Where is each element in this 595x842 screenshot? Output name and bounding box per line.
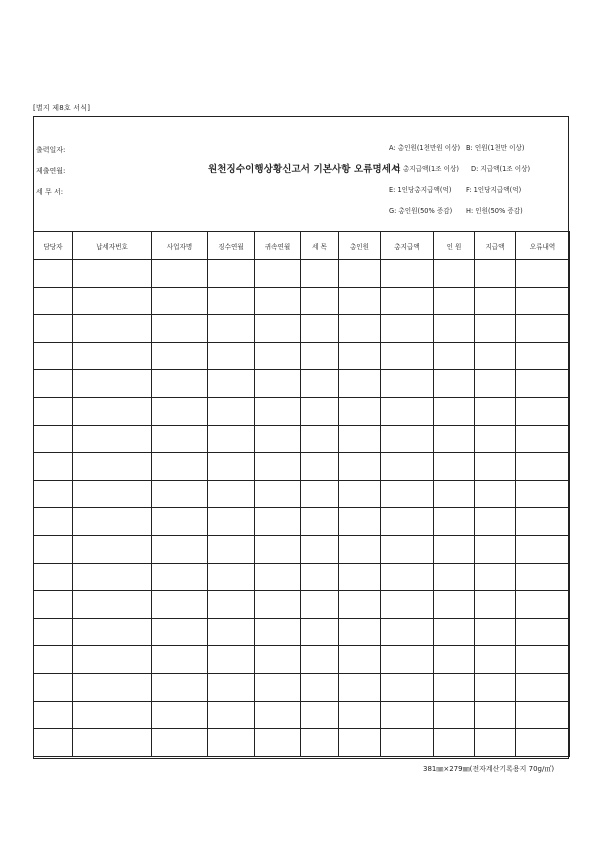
table-cell[interactable] (434, 618, 475, 646)
table-cell[interactable] (301, 563, 339, 591)
table-cell[interactable] (434, 397, 475, 425)
column-header: 세 목 (301, 232, 339, 260)
table-cell[interactable] (34, 591, 73, 619)
table-cell[interactable] (73, 453, 152, 481)
table-cell[interactable] (516, 315, 570, 343)
table-cell[interactable] (301, 453, 339, 481)
table-cell[interactable] (152, 397, 208, 425)
table-cell[interactable] (301, 618, 339, 646)
table-cell[interactable] (301, 370, 339, 398)
table-row (34, 370, 570, 398)
table-row (34, 508, 570, 536)
table-cell[interactable] (208, 563, 255, 591)
table-cell[interactable] (208, 425, 255, 453)
table-cell[interactable] (381, 591, 434, 619)
table-cell[interactable] (339, 673, 381, 701)
table-cell[interactable] (301, 508, 339, 536)
table-row (34, 729, 570, 757)
table-cell[interactable] (434, 480, 475, 508)
table-cell[interactable] (434, 315, 475, 343)
table-cell[interactable] (73, 729, 152, 757)
table-cell[interactable] (255, 618, 301, 646)
table-cell[interactable] (152, 591, 208, 619)
table-cell[interactable] (339, 370, 381, 398)
table-cell[interactable] (516, 397, 570, 425)
table-row (34, 618, 570, 646)
table-cell[interactable] (208, 646, 255, 674)
table-cell[interactable] (152, 260, 208, 288)
table-cell[interactable] (34, 646, 73, 674)
table-cell[interactable] (516, 535, 570, 563)
table-cell[interactable] (381, 673, 434, 701)
table-cell[interactable] (516, 260, 570, 288)
table-cell[interactable] (381, 535, 434, 563)
table-cell[interactable] (34, 287, 73, 315)
table-cell[interactable] (339, 701, 381, 729)
column-header: 담당자 (34, 232, 73, 260)
table-cell[interactable] (516, 673, 570, 701)
table-cell[interactable] (301, 287, 339, 315)
table-cell[interactable] (475, 591, 516, 619)
table-cell[interactable] (434, 260, 475, 288)
document-title: 원천징수이행상황신고서 기본사항 오류명세서 (208, 164, 401, 175)
table-cell[interactable] (34, 701, 73, 729)
column-header: 인 원 (434, 232, 475, 260)
table-cell[interactable] (475, 453, 516, 481)
table-cell[interactable] (434, 370, 475, 398)
table-row (34, 535, 570, 563)
table-cell[interactable] (381, 287, 434, 315)
form-frame (33, 116, 569, 759)
table-cell[interactable] (339, 563, 381, 591)
table-cell[interactable] (73, 673, 152, 701)
table-cell[interactable] (381, 370, 434, 398)
legend-item: A: 총인원(1천만원 이상) (389, 144, 461, 152)
table-cell[interactable] (208, 618, 255, 646)
table-cell[interactable] (339, 646, 381, 674)
table-cell[interactable] (255, 342, 301, 370)
table-row (34, 646, 570, 674)
table-body (34, 260, 570, 757)
table-cell[interactable] (34, 673, 73, 701)
table-cell[interactable] (73, 425, 152, 453)
table-cell[interactable] (516, 480, 570, 508)
table-cell[interactable] (339, 453, 381, 481)
table-cell[interactable] (475, 370, 516, 398)
table-cell[interactable] (208, 315, 255, 343)
table-cell[interactable] (73, 315, 152, 343)
table-cell[interactable] (434, 563, 475, 591)
table-cell[interactable] (516, 508, 570, 536)
table-cell[interactable] (255, 315, 301, 343)
table-cell[interactable] (339, 287, 381, 315)
table-cell[interactable] (475, 673, 516, 701)
table-cell[interactable] (475, 315, 516, 343)
column-header: 총인원 (339, 232, 381, 260)
legend-item: D: 지급액(1조 이상) (471, 165, 531, 173)
table-cell[interactable] (255, 729, 301, 757)
table-cell[interactable] (301, 673, 339, 701)
submission-month-label: 제출연월: (36, 167, 66, 175)
table-cell[interactable] (34, 315, 73, 343)
table-cell[interactable] (73, 480, 152, 508)
table-cell[interactable] (73, 508, 152, 536)
print-date-label: 출력일자: (36, 146, 66, 154)
table-cell[interactable] (516, 646, 570, 674)
table-cell[interactable] (516, 563, 570, 591)
table-cell[interactable] (475, 729, 516, 757)
table-row (34, 287, 570, 315)
table-cell[interactable] (434, 508, 475, 536)
table-cell[interactable] (381, 618, 434, 646)
table-cell[interactable] (152, 287, 208, 315)
table-cell[interactable] (381, 563, 434, 591)
legend-item: F: 1인당지급액(억) (466, 186, 522, 194)
table-cell[interactable] (475, 646, 516, 674)
column-header: 납세자번호 (73, 232, 152, 260)
table-row (34, 425, 570, 453)
table-row (34, 315, 570, 343)
table-cell[interactable] (475, 563, 516, 591)
table-cell[interactable] (152, 480, 208, 508)
table-cell[interactable] (339, 618, 381, 646)
table-cell[interactable] (255, 480, 301, 508)
table-cell[interactable] (339, 342, 381, 370)
table-cell[interactable] (475, 342, 516, 370)
table-cell[interactable] (34, 535, 73, 563)
table-cell[interactable] (516, 591, 570, 619)
legend-item: G: 총인원(50% 증감) (389, 207, 453, 215)
table-cell[interactable] (301, 480, 339, 508)
table-cell[interactable] (34, 260, 73, 288)
table-cell[interactable] (516, 425, 570, 453)
column-header: 총지급액 (381, 232, 434, 260)
table-cell[interactable] (434, 287, 475, 315)
table-cell[interactable] (301, 729, 339, 757)
table-cell[interactable] (301, 591, 339, 619)
table-cell[interactable] (34, 425, 73, 453)
table-row (34, 591, 570, 619)
table-cell[interactable] (339, 535, 381, 563)
table-cell[interactable] (73, 370, 152, 398)
column-header: 오류내역 (516, 232, 570, 260)
table-cell[interactable] (34, 397, 73, 425)
table-cell[interactable] (152, 342, 208, 370)
table-cell[interactable] (255, 591, 301, 619)
table-cell[interactable] (301, 315, 339, 343)
table-cell[interactable] (255, 370, 301, 398)
table-cell[interactable] (34, 729, 73, 757)
table-cell[interactable] (208, 508, 255, 536)
table-cell[interactable] (152, 370, 208, 398)
table-cell[interactable] (475, 701, 516, 729)
table-cell[interactable] (516, 370, 570, 398)
table-cell[interactable] (152, 701, 208, 729)
table-row (34, 480, 570, 508)
table-cell[interactable] (339, 591, 381, 619)
table-cell[interactable] (381, 453, 434, 481)
table-cell[interactable] (208, 535, 255, 563)
column-header: 지급액 (475, 232, 516, 260)
table-cell[interactable] (255, 287, 301, 315)
table-cell[interactable] (475, 425, 516, 453)
table-cell[interactable] (475, 260, 516, 288)
table-cell[interactable] (34, 370, 73, 398)
table-cell[interactable] (208, 370, 255, 398)
table-cell[interactable] (34, 453, 73, 481)
table-cell[interactable] (208, 260, 255, 288)
table-cell[interactable] (516, 453, 570, 481)
table-cell[interactable] (255, 453, 301, 481)
table-cell[interactable] (516, 342, 570, 370)
table-cell[interactable] (301, 425, 339, 453)
error-detail-table (33, 231, 570, 757)
table-cell[interactable] (208, 342, 255, 370)
table-cell[interactable] (381, 260, 434, 288)
column-header: 사업자명 (152, 232, 208, 260)
table-cell[interactable] (301, 342, 339, 370)
table-cell[interactable] (434, 701, 475, 729)
table-cell[interactable] (73, 591, 152, 619)
table-cell[interactable] (301, 646, 339, 674)
table-cell[interactable] (339, 425, 381, 453)
table-cell[interactable] (475, 535, 516, 563)
table-cell[interactable] (381, 701, 434, 729)
table-cell[interactable] (73, 646, 152, 674)
table-cell[interactable] (152, 535, 208, 563)
table-cell[interactable] (434, 453, 475, 481)
table-cell[interactable] (208, 480, 255, 508)
table-cell[interactable] (516, 287, 570, 315)
table-cell[interactable] (301, 535, 339, 563)
table-cell[interactable] (34, 508, 73, 536)
table-cell[interactable] (301, 701, 339, 729)
table-row (34, 563, 570, 591)
table-cell[interactable] (516, 729, 570, 757)
legend-item: C: 총지급액(1조 이상) (394, 165, 459, 173)
table-cell[interactable] (434, 729, 475, 757)
table-cell[interactable] (255, 425, 301, 453)
table-cell[interactable] (339, 729, 381, 757)
table-cell[interactable] (381, 315, 434, 343)
table-cell[interactable] (516, 618, 570, 646)
table-cell[interactable] (381, 397, 434, 425)
table-row (34, 342, 570, 370)
table-cell[interactable] (152, 646, 208, 674)
table-cell[interactable] (208, 453, 255, 481)
table-cell[interactable] (152, 508, 208, 536)
table-cell[interactable] (255, 701, 301, 729)
table-cell[interactable] (73, 535, 152, 563)
table-cell[interactable] (301, 260, 339, 288)
table-cell[interactable] (381, 480, 434, 508)
table-header-row (34, 232, 570, 260)
table-cell[interactable] (434, 425, 475, 453)
table-cell[interactable] (152, 673, 208, 701)
table-cell[interactable] (73, 701, 152, 729)
table-cell[interactable] (73, 563, 152, 591)
table-cell[interactable] (381, 425, 434, 453)
table-cell[interactable] (73, 397, 152, 425)
table-cell[interactable] (152, 563, 208, 591)
table-cell[interactable] (339, 397, 381, 425)
table-row (34, 260, 570, 288)
table-cell[interactable] (208, 287, 255, 315)
table-cell[interactable] (34, 480, 73, 508)
table-cell[interactable] (152, 618, 208, 646)
table-cell[interactable] (255, 535, 301, 563)
table-cell[interactable] (434, 646, 475, 674)
table-cell[interactable] (73, 260, 152, 288)
table-cell[interactable] (475, 508, 516, 536)
table-cell[interactable] (381, 729, 434, 757)
table-cell[interactable] (34, 618, 73, 646)
table-cell[interactable] (434, 591, 475, 619)
table-cell[interactable] (208, 673, 255, 701)
table-cell[interactable] (339, 260, 381, 288)
legend-item: H: 인원(50% 증감) (466, 207, 523, 215)
table-cell[interactable] (475, 287, 516, 315)
table-cell[interactable] (208, 701, 255, 729)
table-cell[interactable] (152, 729, 208, 757)
table-cell[interactable] (434, 535, 475, 563)
table-row (34, 397, 570, 425)
table-cell[interactable] (255, 646, 301, 674)
table-cell[interactable] (208, 397, 255, 425)
table-row (34, 701, 570, 729)
table-cell[interactable] (255, 397, 301, 425)
table-cell[interactable] (301, 397, 339, 425)
table-cell[interactable] (339, 480, 381, 508)
table-cell[interactable] (208, 729, 255, 757)
table-cell[interactable] (434, 673, 475, 701)
form-number: [별지 제8호 서식] (33, 104, 91, 112)
legend-item: E: 1인당총지급액(억) (389, 186, 452, 194)
table-cell[interactable] (152, 425, 208, 453)
table-cell[interactable] (152, 453, 208, 481)
table-cell[interactable] (475, 618, 516, 646)
table-cell[interactable] (73, 618, 152, 646)
table-cell[interactable] (152, 315, 208, 343)
column-header: 귀속연월 (255, 232, 301, 260)
table-cell[interactable] (516, 701, 570, 729)
paper-spec: 381㎜×279㎜(전자계산기록용지 70g/㎡) (423, 765, 555, 773)
table-cell[interactable] (381, 342, 434, 370)
table-cell[interactable] (434, 342, 475, 370)
table-cell[interactable] (255, 260, 301, 288)
table-cell[interactable] (34, 563, 73, 591)
table-row (34, 453, 570, 481)
tax-office-label: 세 무 서: (36, 188, 64, 196)
table-cell[interactable] (73, 342, 152, 370)
table-cell[interactable] (255, 673, 301, 701)
table-cell[interactable] (339, 315, 381, 343)
table-cell[interactable] (475, 397, 516, 425)
table-cell[interactable] (381, 508, 434, 536)
table-cell[interactable] (208, 591, 255, 619)
table-cell[interactable] (34, 342, 73, 370)
table-cell[interactable] (381, 646, 434, 674)
legend-item: B: 인원(1천만 이상) (466, 144, 525, 152)
column-header: 징수연월 (208, 232, 255, 260)
table-row (34, 673, 570, 701)
table-cell[interactable] (475, 480, 516, 508)
header-fields (36, 139, 65, 202)
table-cell[interactable] (255, 563, 301, 591)
table-cell[interactable] (73, 287, 152, 315)
table-cell[interactable] (339, 508, 381, 536)
table-cell[interactable] (255, 508, 301, 536)
